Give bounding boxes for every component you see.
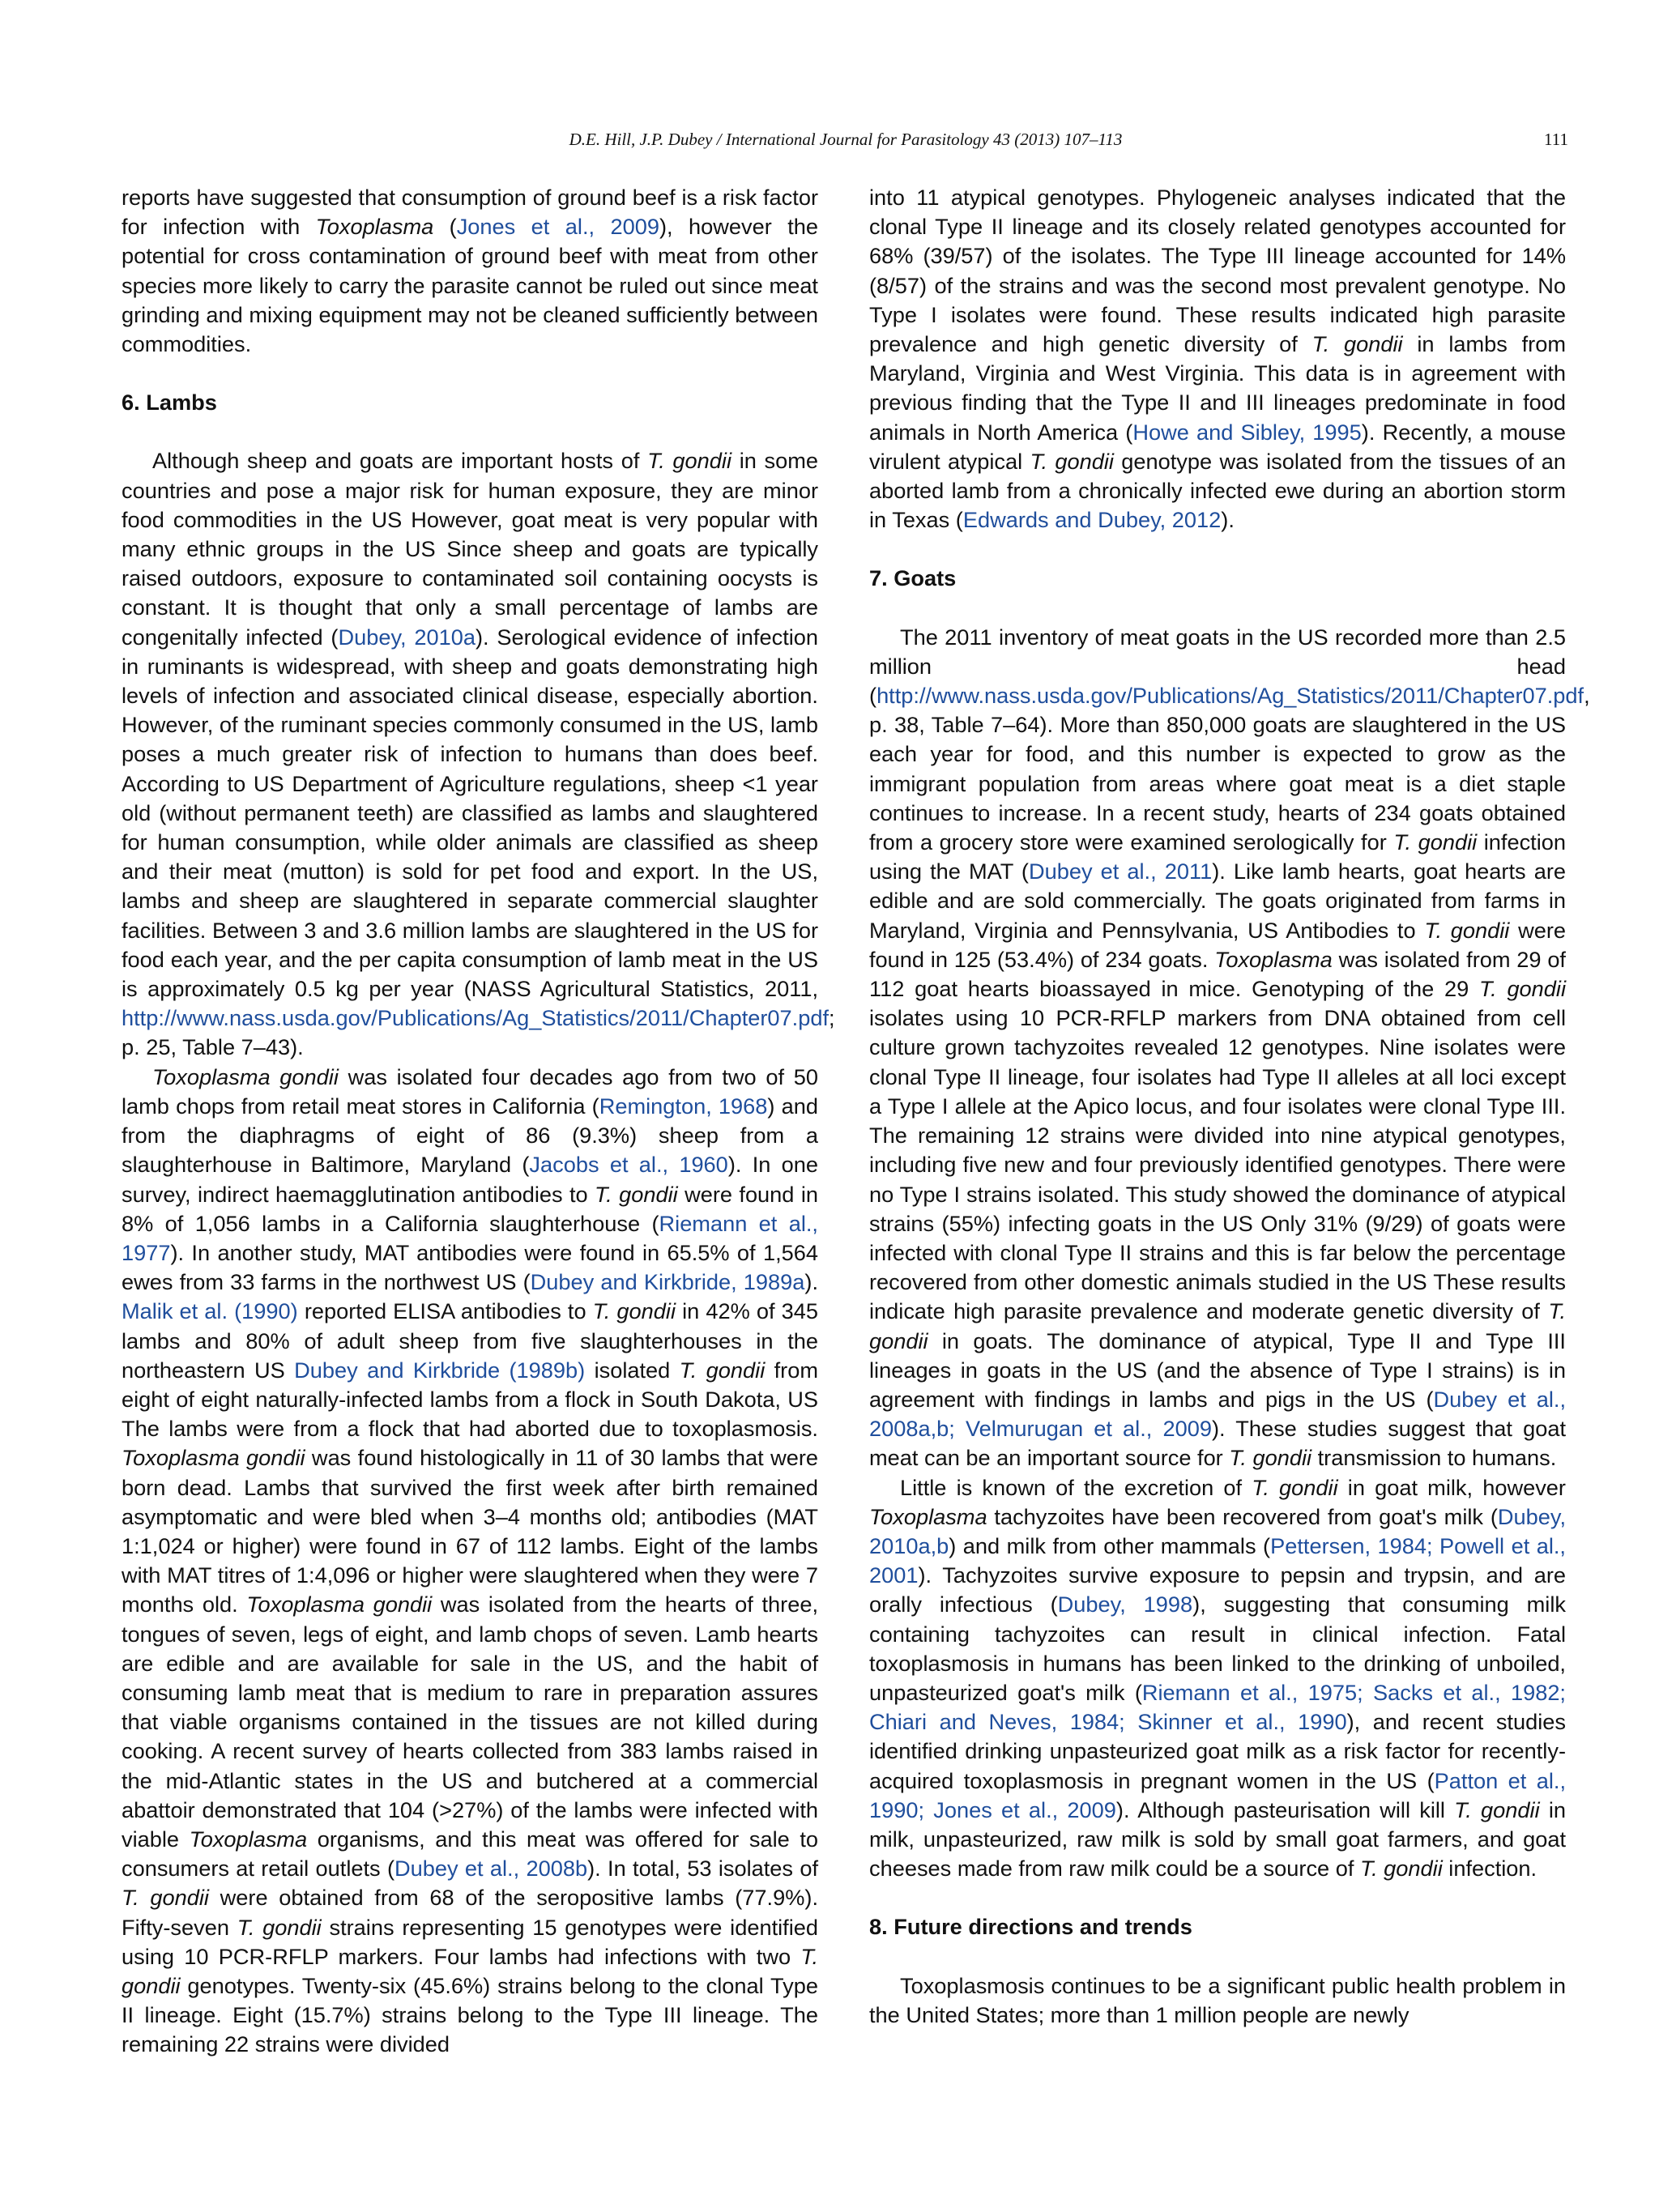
italic-term: T. gondii: [122, 1885, 209, 1911]
italic-term: T. gondii: [1454, 1796, 1540, 1822]
italic-term: T. gondii: [1424, 917, 1510, 943]
section-heading-goats: 7. Goats: [869, 565, 957, 591]
italic-term: T. gondii: [1479, 976, 1567, 1002]
italic-term: T. gondii: [869, 1298, 1566, 1353]
citation-link[interactable]: Jacobs et al., 1960: [529, 1152, 728, 1178]
citation-link[interactable]: Dubey, 2010a: [338, 624, 476, 650]
citation-link[interactable]: http://www.nass.usda.gov/Publications/Ag_Statistics/2011/Chapter07.pdf: [876, 683, 1584, 709]
paragraph: Toxoplasmosis continues to be a significant public health problem in the United States; more than 1 million people are newly: [869, 1972, 1566, 2027]
citation-link[interactable]: Patton et al., 1990; Jones et al., 2009: [869, 1767, 1566, 1822]
italic-term: T. gondii: [647, 448, 731, 474]
italic-term: T. gondii: [122, 1943, 818, 1998]
italic-term: T. gondii: [595, 1181, 678, 1207]
italic-term: Toxoplasma: [1214, 946, 1333, 972]
italic-term: Toxoplasma gondii: [246, 1592, 433, 1617]
citation-link[interactable]: Howe and Sibley, 1995: [1132, 419, 1362, 445]
citation-link[interactable]: Pettersen, 1984; Powell et al., 2001: [869, 1532, 1566, 1588]
italic-term: T. gondii: [679, 1357, 766, 1383]
citation-link[interactable]: Riemann et al., 1975; Sacks et al., 1982; Chiari and Neves, 1984; Skinner et al., 1990: [869, 1679, 1566, 1735]
italic-term: T. gondii: [1030, 448, 1114, 474]
running-header: [123, 130, 1568, 162]
italic-term: Toxoplasma: [315, 214, 434, 240]
paragraph: Although sheep and goats are important hosts of T. gondii in some countries and pose a major risk for human exposure, they are minor food commodities in the US However, goat meat is very popular with many ethnic groups in the US Since sheep and goats are typically raised outdoors, exposure to contaminated soil containing oocysts is constant. It is thought that only a small percentage of lambs are congenitally infected (Dubey, 2010a). Serological evidence of infection in ruminants is widespread, with sheep and goats demonstrating high levels of infection and associated clinical disease, especially abortion. However, of the ruminant species commonly consumed in the US, lamb poses a much greater risk of infection to humans than does beef. According to US Department of Agriculture regulations, sheep <1 year old (without permanent teeth) are classified as lambs and slaughtered for human consumption, while older animals are classified as sheep and their meat (mutton) is sold for pet food and export. In the US, lambs and sheep are slaughtered in separate commercial slaughter facilities. Between 3 and 3.6 million lambs are slaughtered in the US for food each year, and the per capita consumption of lamb meat in the US is approximately 0.5 kg per year (NASS Agricultural Statistics, 2011, http://www.nass.usda.gov/Publications/Ag_Statistics/2011/Chapter07.pdf; p. 25, Table 7–43).: [122, 448, 835, 1060]
paragraph: The 2011 inventory of meat goats in the US recorded more than 2.5 million head (http://www.nass.usda.gov/Publications/Ag_Statistics/2011/Chapter07.pdf, p. 38, Table 7–64). More than 850,000 goats are slaughtered in the US each year for food, and this number is expected to grow as the immigrant population from areas where goat meat is a diet staple continues to increase. In a recent study, hearts of 234 goats obtained from a grocery store were examined serologically for T. gondii infection using the MAT (Dubey et al., 2011). Like lamb hearts, goat hearts are edible and are sold commercially. The goats originated from farms in Maryland, Virginia and Pennsylvania, US Antibodies to T. gondii were found in 125 (53.4%) of 234 goats. Toxoplasma was isolated from 29 of 112 goat hearts bioassayed in mice. Genotyping of the 29 T. gondii isolates using 10 PCR-RFLP markers from DNA obtained from cell culture grown tachyzoites revealed 12 genotypes. Nine isolates were clonal Type II lineage, four isolates had Type II alleles at all loci except a Type I allele at the Apico locus, and four isolates were clonal Type III. The remaining 12 strains were divided into nine atypical genotypes, including five new and four previously identified genotypes. There were no Type I strains isolated. This study showed the dominance of atypical strains (55%) infecting goats in the US Only 31% (9/29) of goats were infected with clonal Type II strains and this is far below the percentage recovered from other domestic animals studied in the US These results indicate high parasite prevalence and moderate genetic diversity of T. gondii in goats. The dominance of atypical, Type II and Type III lineages in goats in the US (and the absence of Type I strains) is in agreement with findings in lambs and pigs in the US (Dubey et al., 2008a,b; Velmurugan et al., 2009). These studies suggest that goat meat can be an important source for T. gondii transmission to humans.: [869, 624, 1590, 1471]
citation-link[interactable]: Dubey, 1998: [1057, 1592, 1193, 1617]
citation-link[interactable]: Remington, 1968: [599, 1093, 768, 1119]
italic-term: T. gondii: [237, 1914, 322, 1940]
italic-term: T. gondii: [1393, 829, 1478, 855]
running-title: D.E. Hill, J.P. Dubey / International Journal for Parasitology 43 (2013) 107–113: [569, 130, 1123, 149]
page-number: 111: [1544, 130, 1568, 149]
citation-link[interactable]: http://www.nass.usda.gov/Publications/Ag_Statistics/2011/Chapter07.pdf: [122, 1005, 830, 1031]
right-column: [869, 183, 1590, 2030]
italic-term: T. gondii: [1359, 1856, 1443, 1882]
paragraph: into 11 atypical genotypes. Phylogeneic analyses indicated that the clonal Type II lineage and its closely related genotypes accounted for 68% (39/57) of the isolates. The Type III lineage accounted for 14% (8/57) of the strains and was the second most prevalent genotype. No Type I isolates were found. These results indicated high parasite prevalence and high genetic diversity of T. gondii in lambs from Maryland, Virginia and West Virginia. This data is in agreement with previous finding that the Type II and III lineages predominate in food animals in North America (Howe and Sibley, 1995). Recently, a mouse virulent atypical T. gondii genotype was isolated from the tissues of an aborted lamb from a chronically infected ewe during an abortion storm in Texas (Edwards and Dubey, 2012).: [869, 185, 1567, 533]
citation-link[interactable]: Dubey, 2010a,b: [869, 1503, 1566, 1558]
paragraph: Toxoplasma gondii was isolated four decades ago from two of 50 lamb chops from retail meat stores in California (Remington, 1968) and from the diaphragms of eight of 86 (9.3%) sheep from a slaughterhouse in Baltimore, Maryland (Jacobs et al., 1960). In one survey, indirect haemagglutination antibodies to T. gondii were found in 8% of 1,056 lambs in a California slaughterhouse (Riemann et al., 1977). In another study, MAT antibodies were found in 65.5% of 1,564 ewes from 33 farms in the northwest US (Dubey and Kirkbride, 1989a). Malik et al. (1990) reported ELISA antibodies to T. gondii in 42% of 345 lambs and 80% of adult sheep from five slaughterhouses in the northeastern US Dubey and Kirkbride (1989b) isolated T. gondii from eight of eight naturally-infected lambs from a flock in South Dakota, US The lambs were from a flock that had aborted due to toxoplasmosis. Toxoplasma gondii was found histologically in 11 of 30 lambs that were born dead. Lambs that survived the first week after birth remained asymptomatic and were bled when 3–4 months old; antibodies (MAT 1:1,024 or higher) were found in 67 of 112 lambs. Eight of the lambs with MAT titres of 1:4,096 or higher were slaughtered when they were 7 months old. Toxoplasma gondii was isolated from the hearts of three, tongues of seven, legs of eight, and lamb chops of seven. Lamb hearts are edible and are available for sale in the US, and the habit of consuming lamb meat that is medium to rare in preparation assures that viable organisms contained in the tissues are not killed during cooking. A recent survey of hearts collected from 383 lambs raised in the mid-Atlantic states in the US and butchered at a commercial abattoir demonstrated that 104 (>27%) of the lambs were infected with viable Toxoplasma organisms, and this meat was offered for sale to consumers at retail outlets (Dubey et al., 2008b). In total, 53 isolates of T. gondii were obtained from 68 of the seropositive lambs (77.9%). Fifty-seven T. gondii strains representing 15 genotypes were identified using 10 PCR-RFLP markers. Four lambs had infections with two T. gondii genotypes. Twenty-six (45.6%) strains belong to the clonal Type II lineage. Eight (15.7%) strains belong to the Type III lineage. The remaining 22 strains were divided: [122, 1063, 819, 2057]
citation-link[interactable]: Malik et al. (1990): [122, 1298, 298, 1324]
italic-term: T. gondii: [1229, 1445, 1312, 1471]
citation-link[interactable]: Dubey et al., 2008b: [394, 1856, 588, 1882]
italic-term: Toxoplasma gondii: [152, 1063, 339, 1089]
left-column: [122, 183, 835, 2060]
citation-link[interactable]: Dubey et al., 2011: [1028, 859, 1213, 884]
paragraph: reports have suggested that consumption of ground beef is a risk factor for infection with Toxoplasma (Jones et al., 2009), however the potential for cross contamination of ground beef with meat from other species more likely to carry the parasite cannot be ruled out since meat grinding and mixing equipment may not be cleaned sufficiently between commodities.: [122, 185, 818, 357]
citation-link[interactable]: Edwards and Dubey, 2012: [962, 507, 1222, 533]
italic-term: T. gondii: [592, 1298, 676, 1324]
paragraph: Little is known of the excretion of T. gondii in goat milk, however Toxoplasma tachyzoites have been recovered from goat's milk (Dubey, 2010a,b) and milk from other mammals (Pettersen, 1984; Powell et al., 2001). Tachyzoites survive exposure to pepsin and trypsin, and are orally infectious (Dubey, 1998), suggesting that consuming milk containing tachyzoites can result in clinical infection. Fatal toxoplasmosis in humans has been linked to the drinking of unboiled, unpasteurized goat's milk (Riemann et al., 1975; Sacks et al., 1982; Chiari and Neves, 1984; Skinner et al., 1990), and recent studies identified drinking unpasteurized goat milk as a risk factor for recently-acquired toxoplasmosis in pregnant women in the US (Patton et al., 1990; Jones et al., 2009). Although pasteurisation will kill T. gondii in milk, unpasteurized, raw milk is sold by small goat farmers, and goat cheeses made from raw milk could be a source of T. gondii infection.: [869, 1474, 1567, 1882]
italic-term: T. gondii: [1252, 1474, 1338, 1500]
section-heading-future-directions: 8. Future directions and trends: [869, 1914, 1192, 1940]
citation-link[interactable]: Dubey and Kirkbride (1989b): [294, 1357, 586, 1383]
italic-term: Toxoplasma: [189, 1826, 308, 1852]
italic-term: Toxoplasma: [869, 1503, 987, 1529]
citation-link[interactable]: Jones et al., 2009: [456, 214, 659, 240]
citation-link[interactable]: Riemann et al., 1977: [122, 1210, 818, 1265]
italic-term: T. gondii: [1311, 331, 1403, 357]
citation-link[interactable]: Dubey et al., 2008a,b; Velmurugan et al., 2009: [869, 1386, 1567, 1442]
section-heading-lambs: 6. Lambs: [122, 390, 217, 416]
citation-link[interactable]: Dubey and Kirkbride, 1989a: [530, 1269, 805, 1295]
italic-term: Toxoplasma gondii: [122, 1445, 305, 1471]
